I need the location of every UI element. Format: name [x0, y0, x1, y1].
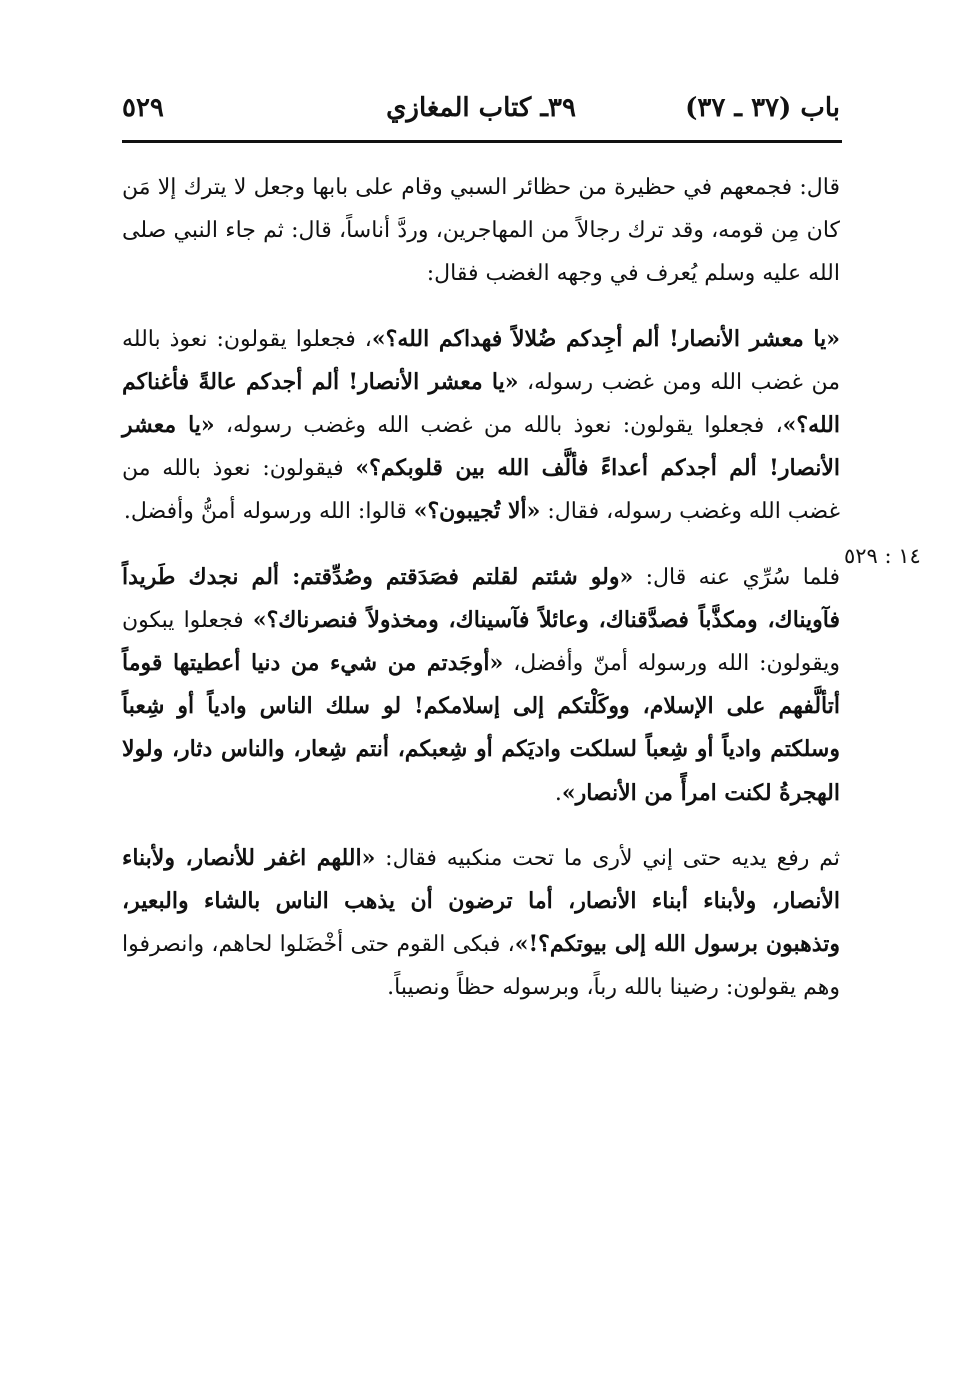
quoted-speech: «ولو شئتم لقلتم فصَدَقتم وصُدِّقتم: ألم نجدك طَريداً فآويناك، ومكذَّباً فصدَّقناك، وعائلاً فآسيناك، ومخذولاً فنصرناك؟»: [122, 563, 840, 633]
margin-reference: ١٤ : ٥٢٩: [844, 544, 921, 568]
quoted-speech: «يا معشر الأنصار! ألم أجدكم أعداءً فألَّف الله بين قلوبكم؟»: [122, 412, 841, 482]
paragraph-1: [122, 166, 840, 296]
narration-text: فلما سُرِّي عنه قال:: [633, 564, 840, 590]
narration-text: ، فجعلوا يقولون: نعوذ بالله من غضب الله وغضب رسوله،: [214, 413, 783, 439]
quoted-speech: «يا معشر الأنصار! ألم أجدكم عالةً فأغناكم الله؟»: [122, 368, 840, 439]
main-text: [122, 166, 840, 1032]
paragraph-4: [122, 837, 840, 1010]
narration-text: فيقولون: نعوذ بالله من غضب الله وغضب رسوله، فقال:: [122, 456, 840, 525]
narration-text: قال: فجمعهم في حظيرة من حظائر السبي وقام على بابها وجعل لا يترك إلا مَن كان مِن قومه، وقد ترك رجالاً من المهاجرين، وردَّ أناساً، قال: ثم جاء النبي صلى الله عليه وسلم يُعرف في وجهه الغضب فقال:: [122, 175, 840, 287]
narration-text: ، فبكى القوم حتى أخْضَلوا لحاهم، وانصرفوا وهم يقولون: رضينا بالله رباً، وبرسوله حظاً ونصيباً.: [122, 932, 840, 1001]
narration-text: فجعلوا يبكون ويقولون: الله ورسوله أمنّ وأفضل،: [122, 607, 840, 677]
quoted-speech: «أوجَدتم من شيء من دنيا أعطيتها قوماً أتألَّفهم على الإسلام، ووكَلْتكم إلى إسلامكم! لو سلك الناس وادياً أو شِعباً وسلكتم وادياً أو شِعباً لسلكت واديَكم أو شِعبكم، أنتم شِعار، والناس دثار، ولولا الهجرةُ لكنت امرأً من الأنصار»: [122, 650, 840, 806]
narration-text: ثم رفع يديه حتى إني لأرى ما تحت منكبيه فقال:: [375, 845, 840, 871]
narration-text: قالوا: الله ورسوله أمنُّ وأفضل.: [123, 499, 414, 525]
paragraph-2: [122, 318, 840, 534]
running-header: [122, 84, 840, 132]
quoted-speech: «ألا تُجيبون؟»: [413, 498, 541, 525]
quoted-speech: «اللهم اغفر للأنصار، ولأبناء الأنصار، ولأبناء أبناء الأنصار، أما ترضون أن يذهب الناس بالشاء والبعير، وتذهبون برسول الله إلى بيوتكم؟!»: [122, 844, 841, 958]
quoted-speech: «يا معشر الأنصار! ألم أجِدكم ضُلالاً فهداكم الله؟»: [371, 325, 840, 352]
paragraph-3: [122, 556, 840, 815]
narration-text: ، فجعلوا يقولون: نعوذ بالله من غضب الله ومن غضب رسوله،: [122, 326, 840, 395]
page-number: ٥٢٩: [122, 93, 164, 123]
narration-text: .: [554, 780, 562, 806]
header-divider: [122, 140, 842, 143]
chapter-range: باب (٣٧ ـ ٣٧): [685, 93, 840, 123]
book-title: ٣٩ـ كتاب المغازي: [386, 93, 576, 123]
